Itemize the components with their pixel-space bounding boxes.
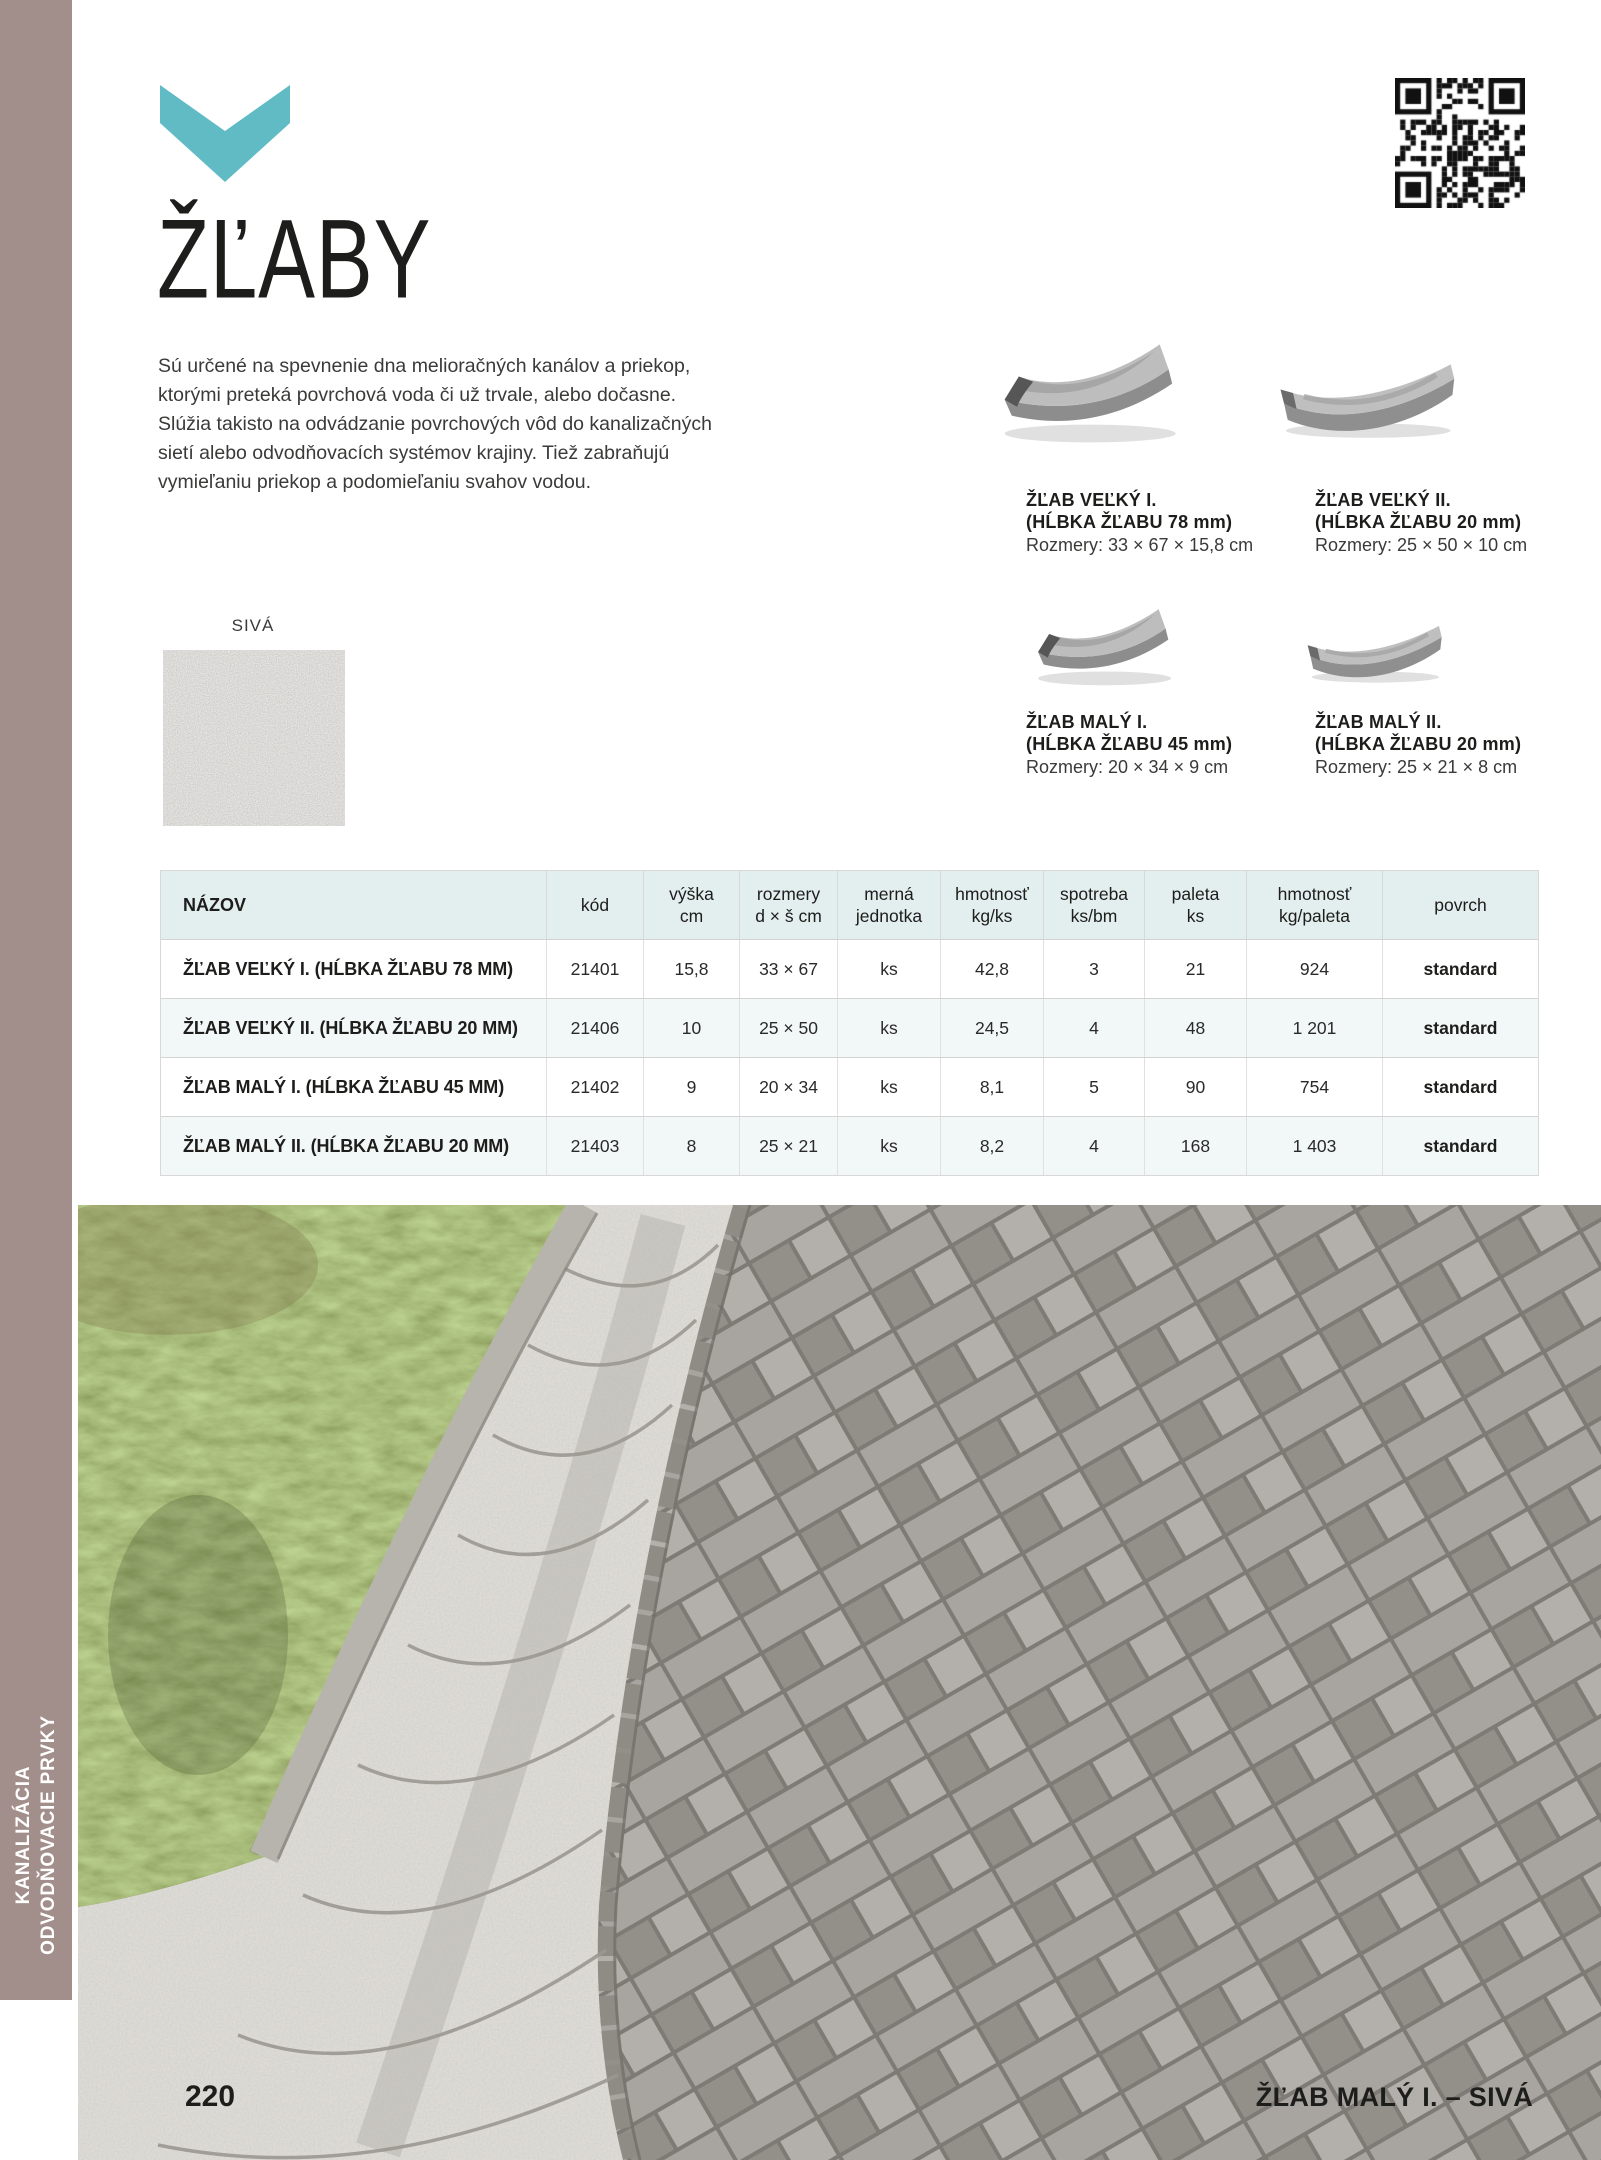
- table-cell: ks: [838, 940, 941, 998]
- table-row-2: [161, 1057, 1538, 1116]
- qr-code: [1395, 78, 1525, 208]
- table-cell: 21402: [547, 1058, 644, 1116]
- table-cell: 1 201: [1247, 999, 1383, 1057]
- page-number: 220: [185, 2080, 236, 2113]
- table-cell: ŽĽAB VEĽKÝ I. (HĹBKA ŽĽABU 78 MM): [161, 940, 547, 998]
- subcategory-label: ODVODŇOVACIE PRVKY: [38, 1715, 59, 1955]
- table-row-1: [161, 998, 1538, 1057]
- table-cell: ks: [838, 999, 941, 1057]
- product-depth: (HĹBKA ŽĽABU 20 mm): [1315, 733, 1522, 754]
- category-label: KANALIZÁCIA: [13, 1765, 34, 1905]
- table-cell: 9: [644, 1058, 740, 1116]
- table-cell: standard: [1423, 1076, 1498, 1097]
- table-cell: 48: [1145, 999, 1247, 1057]
- page-title: ŽĽABY: [157, 197, 432, 323]
- table-cell: 4: [1044, 1117, 1145, 1175]
- column-header-7: paleta ks: [1145, 871, 1247, 939]
- table-cell: 90: [1145, 1058, 1247, 1116]
- table-row-3: [161, 1116, 1538, 1175]
- table-body: [161, 939, 1538, 1175]
- product-dimensions: Rozmery: 25 × 21 × 8 cm: [1315, 757, 1518, 777]
- table-cell: 21403: [547, 1117, 644, 1175]
- product-depth: (HĹBKA ŽĽABU 78 mm): [1026, 511, 1233, 532]
- product-image-zlab-maly-1: [1020, 598, 1185, 695]
- table-cell: ks: [838, 1117, 941, 1175]
- table-cell: ŽĽAB MALÝ II. (HĹBKA ŽĽABU 20 MM): [161, 1117, 547, 1175]
- product-dimensions: Rozmery: 33 × 67 × 15,8 cm: [1026, 535, 1254, 555]
- table-cell: 15,8: [644, 940, 740, 998]
- product-name: ŽĽAB VEĽKÝ II.: [1315, 490, 1451, 510]
- product-spec-table: [160, 870, 1539, 1176]
- product-label-2: [1315, 490, 1527, 557]
- table-cell: 20 × 34: [740, 1058, 838, 1116]
- product-dimensions: Rozmery: 25 × 50 × 10 cm: [1315, 535, 1528, 555]
- column-header-8: hmotnosť kg/paleta: [1247, 871, 1383, 939]
- column-header-3: rozmery d × š cm: [740, 871, 838, 939]
- table-cell: ŽĽAB VEĽKÝ II. (HĹBKA ŽĽABU 20 MM): [161, 999, 547, 1057]
- table-cell: 33 × 67: [740, 940, 838, 998]
- table-cell: ŽĽAB MALÝ I. (HĹBKA ŽĽABU 45 MM): [161, 1058, 547, 1116]
- table-cell: 25 × 50: [740, 999, 838, 1057]
- column-header-5: hmotnosť kg/ks: [941, 871, 1044, 939]
- table-cell: 21: [1145, 940, 1247, 998]
- table-cell: 3: [1044, 940, 1145, 998]
- table-cell: 924: [1247, 940, 1383, 998]
- product-label-3: [1026, 712, 1232, 779]
- color-swatch-siva: [163, 650, 345, 826]
- table-header-row: [161, 871, 1538, 939]
- column-header-4: merná jednotka: [838, 871, 941, 939]
- table-cell: 24,5: [941, 999, 1044, 1057]
- column-header-0: NÁZOV: [161, 871, 547, 939]
- table-cell: 21401: [547, 940, 644, 998]
- product-name: ŽĽAB VEĽKÝ I.: [1026, 490, 1157, 510]
- column-header-9: povrch: [1434, 895, 1487, 915]
- table-cell: 754: [1247, 1058, 1383, 1116]
- table-cell: 10: [644, 999, 740, 1057]
- table-row-0: [161, 939, 1538, 998]
- table-cell: 4: [1044, 999, 1145, 1057]
- table-cell: 21406: [547, 999, 644, 1057]
- intro-paragraph: Sú určené na spevnenie dna melioračných kanálov a priekop, ktorými preteká povrchová voda či už trvale, alebo dočasne. Slúžia takisto na odvádzanie povrchových vôd do kanalizačných sietí alebo odvodňovacích systémov krajiny. Tiež zabraňujú vymieľaniu priekop a podomieľaniu svahov vodou.: [158, 355, 712, 493]
- swatch-label: SIVÁ: [231, 616, 275, 635]
- photo-caption: ŽĽAB MALÝ I. – SIVÁ: [1255, 2082, 1533, 2112]
- table-cell: 42,8: [941, 940, 1044, 998]
- column-header-6: spotreba ks/bm: [1044, 871, 1145, 939]
- table-cell: 25 × 21: [740, 1117, 838, 1175]
- product-depth: (HĹBKA ŽĽABU 45 mm): [1026, 733, 1233, 754]
- table-cell: 8,1: [941, 1058, 1044, 1116]
- product-depth: (HĹBKA ŽĽABU 20 mm): [1315, 511, 1522, 532]
- table-cell: ks: [838, 1058, 941, 1116]
- table-cell: 8: [644, 1117, 740, 1175]
- column-header-2: výška cm: [644, 871, 740, 939]
- product-name: ŽĽAB MALÝ I.: [1026, 712, 1148, 732]
- product-dimensions: Rozmery: 20 × 34 × 9 cm: [1026, 757, 1229, 777]
- brand-chevron-icon: [160, 85, 290, 182]
- table-cell: 5: [1044, 1058, 1145, 1116]
- product-label-1: [1026, 490, 1253, 557]
- column-header-1: kód: [547, 871, 644, 939]
- table-cell: 8,2: [941, 1117, 1044, 1175]
- installation-photo: [78, 1205, 1601, 2160]
- category-sidebar-text: [0, 1625, 72, 2045]
- table-cell: standard: [1423, 958, 1498, 979]
- product-image-zlab-velky-1: [985, 325, 1190, 460]
- table-cell: 168: [1145, 1117, 1247, 1175]
- product-label-4: [1315, 712, 1521, 779]
- product-image-zlab-velky-2: [1268, 345, 1465, 450]
- product-name: ŽĽAB MALÝ II.: [1315, 712, 1442, 732]
- table-cell: standard: [1423, 1135, 1498, 1156]
- product-image-zlab-maly-2: [1298, 604, 1450, 699]
- table-cell: standard: [1423, 1017, 1498, 1038]
- table-cell: 1 403: [1247, 1117, 1383, 1175]
